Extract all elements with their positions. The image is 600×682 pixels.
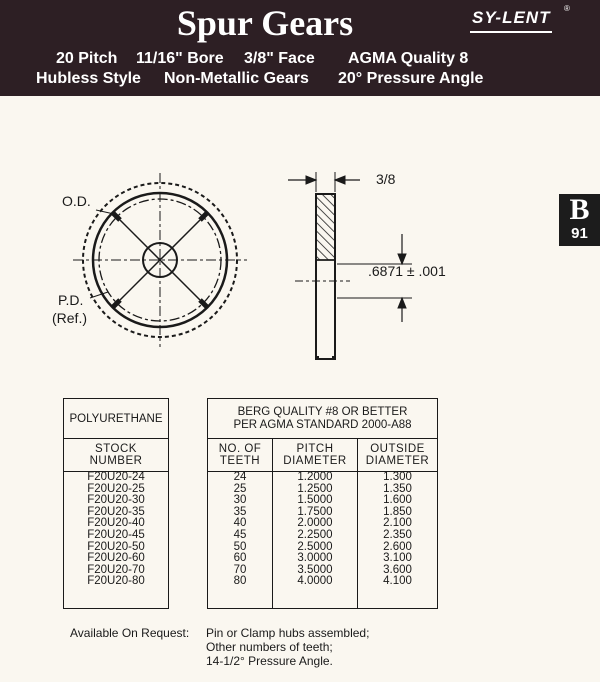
- table-cell: 4.100: [383, 575, 412, 588]
- tooth-mark-sw: [112, 300, 120, 308]
- spec-pressure-angle: 20° Pressure Angle: [338, 70, 484, 87]
- pitch-diameter-column-header: PITCH DIAMETER: [273, 439, 358, 472]
- footer-line-3: 14-1/2° Pressure Angle.: [206, 654, 333, 668]
- pd-ref-note: (Ref.): [52, 310, 87, 326]
- tooth-mark-nw: [112, 212, 120, 220]
- table-cell: 2.350: [383, 528, 412, 541]
- dimension-table: [207, 398, 438, 609]
- teeth-column-header: NO. OF TEETH: [208, 439, 273, 472]
- tooth-mark-ne: [200, 212, 208, 220]
- outside-diameter-column: [358, 472, 438, 609]
- pd-label: P.D.: [58, 292, 84, 308]
- table-cell: 1.300: [383, 471, 412, 483]
- quality-header: BERG QUALITY #8 OR BETTER PER AGMA STANDARD 2000-A88: [208, 399, 438, 439]
- table-cell: 2.5000: [297, 540, 333, 553]
- table-cell: 1.350: [383, 482, 412, 495]
- teeth-column: [208, 472, 273, 609]
- spec-pitch: 20 Pitch: [56, 50, 118, 67]
- table-cell: 2.0000: [297, 517, 333, 530]
- list-item: F20U20-45: [87, 528, 145, 541]
- footer-line-2: Other numbers of teeth;: [206, 640, 333, 654]
- list-item: F20U20-60: [87, 552, 145, 565]
- brand-logo: SY-LENT: [472, 8, 551, 27]
- hatched-section: [316, 194, 335, 260]
- bore-arrow-bottom: [398, 298, 406, 308]
- table-cell: 35: [233, 505, 247, 518]
- od-leader: [96, 210, 114, 214]
- table-cell: 30: [233, 494, 247, 507]
- spec-face: 3/8" Face: [244, 50, 315, 67]
- table-cell: 1.2500: [297, 482, 333, 495]
- table-cell: 4.0000: [297, 575, 333, 588]
- list-item: F20U20-50: [87, 540, 145, 553]
- spec-material: Non-Metallic Gears: [164, 70, 309, 87]
- table-cell: 3.0000: [297, 552, 333, 565]
- table-cell: 2.2500: [297, 528, 333, 541]
- available-on-request-label: Available On Request:: [70, 626, 190, 640]
- stock-number-table: [63, 398, 169, 609]
- table-cell: 1.600: [383, 494, 412, 507]
- table-cell: 1.2000: [297, 471, 333, 483]
- od-label: O.D.: [62, 193, 91, 209]
- list-item: F20U20-24: [87, 471, 145, 483]
- list-item: F20U20-30: [87, 494, 145, 507]
- table-cell: 60: [233, 552, 247, 565]
- page-title: Spur Gears: [176, 3, 354, 43]
- gear-front-view: [73, 173, 247, 347]
- spec-bore: 11/16" Bore: [136, 50, 224, 67]
- tab-letter: B: [569, 193, 590, 226]
- table-cell: 3.5000: [297, 563, 333, 576]
- list-item: F20U20-70: [87, 563, 145, 576]
- pitch-diameter-column: [273, 472, 358, 609]
- list-item: F20U20-80: [87, 575, 145, 588]
- spec-style: Hubless Style: [36, 70, 141, 87]
- table-cell: 50: [233, 540, 247, 553]
- table-cell: 40: [233, 517, 247, 530]
- table-cell: 1.7500: [297, 505, 333, 518]
- bore-dimension-label: .6871 ± .001: [368, 263, 446, 279]
- stock-number-list: [64, 472, 169, 609]
- face-arrow-left: [306, 176, 316, 184]
- footer-line-1: Pin or Clamp hubs assembled;: [206, 626, 370, 640]
- tooth-mark-se: [200, 300, 208, 308]
- list-item: F20U20-25: [87, 482, 145, 495]
- table-cell: 3.600: [383, 563, 412, 576]
- table-cell: 1.5000: [297, 494, 333, 507]
- table-cell: 24: [233, 471, 247, 483]
- tab-page-number: 91: [571, 225, 588, 242]
- outside-diameter-column-header: OUTSIDE DIAMETER: [358, 439, 438, 472]
- table-cell: 80: [233, 575, 247, 588]
- table-cell: 2.600: [383, 540, 412, 553]
- table-cell: 70: [233, 563, 247, 576]
- table-cell: 25: [233, 482, 247, 495]
- list-item: F20U20-35: [87, 505, 145, 518]
- material-header: POLYURETHANE: [64, 399, 169, 439]
- stock-number-header: STOCK NUMBER: [64, 439, 169, 472]
- spec-agma: AGMA Quality 8: [348, 50, 469, 67]
- face-width-label: 3/8: [376, 171, 396, 187]
- list-item: F20U20-40: [87, 517, 145, 530]
- registered-mark: ®: [564, 4, 570, 13]
- face-arrow-right: [335, 176, 345, 184]
- table-cell: 1.850: [383, 505, 412, 518]
- table-cell: 2.100: [383, 517, 412, 530]
- table-cell: 45: [233, 528, 247, 541]
- table-cell: 3.100: [383, 552, 412, 565]
